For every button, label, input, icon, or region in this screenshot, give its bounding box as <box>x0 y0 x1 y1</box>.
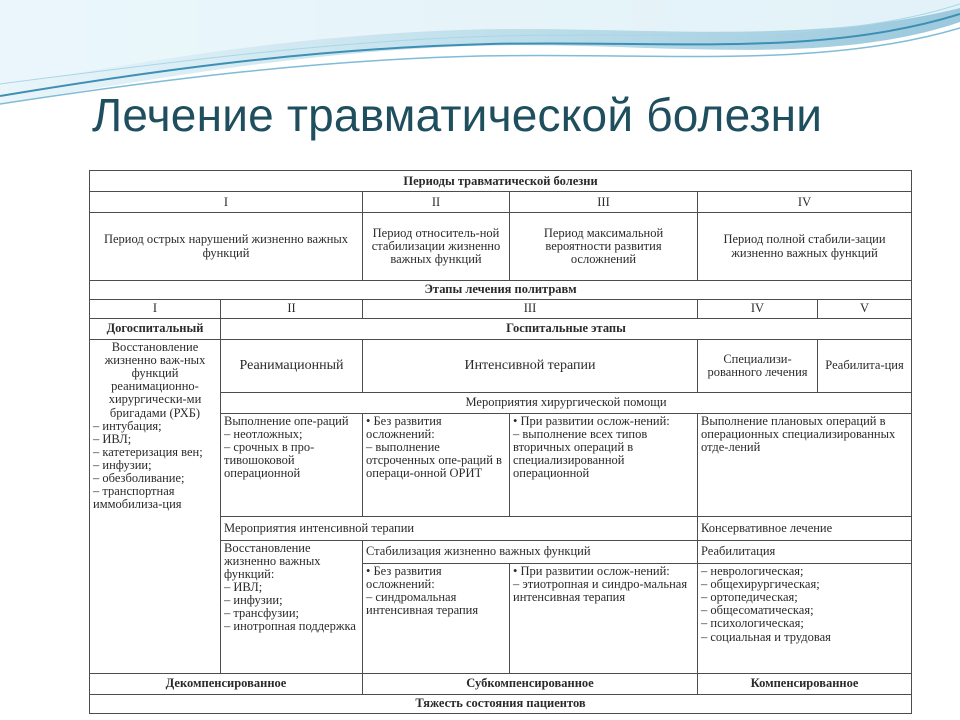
stage-name: Реанимационный <box>221 339 363 392</box>
list-item: – инфузии; <box>93 458 152 473</box>
list-item: – общесоматическая; <box>701 603 814 618</box>
list-item: – психологическая; <box>701 616 804 631</box>
list-item: – социальная и трудовая <box>701 629 831 644</box>
period-number: III <box>510 192 698 213</box>
stabilization-header: Стабилизация жизненно важных функций <box>363 540 698 563</box>
prehospital-label: Догоспитальный <box>90 318 221 339</box>
state-subcompensated: Субкомпенсированное <box>363 673 698 694</box>
prehospital-text: Восстановление жизненно важ-ных функций реанимационно-хирургически-ми бригадами (РХБ) <box>104 339 206 420</box>
stage-number: I <box>90 299 221 318</box>
intensive-header: Мероприятия интенсивной терапии <box>221 517 698 540</box>
stage-number: V <box>818 299 912 318</box>
surgical-header: Мероприятия хирургической помощи <box>221 392 912 413</box>
stage-number: II <box>221 299 363 318</box>
period-name: Период максимальной вероятности развития осложнений <box>510 213 698 281</box>
list-item: – трансфузии; <box>224 606 300 621</box>
period-name: Период острых нарушений жизненно важных функций <box>90 213 363 281</box>
rehab-cell <box>698 563 912 673</box>
reanimation-cell <box>221 540 363 673</box>
stage-number: III <box>363 299 698 318</box>
list-item: – ортопедическая; <box>701 590 798 605</box>
slide-title: Лечение травматической болезни <box>92 89 823 141</box>
hospital-label: Госпитальные этапы <box>221 318 912 339</box>
stage-name: Специализи-рованного лечения <box>698 339 818 392</box>
conservative-label: Консервативное лечение <box>698 517 912 540</box>
period-number: IV <box>698 192 912 213</box>
list-item: – этиотропная и синдро-мальная интенсивная терапия <box>513 577 688 605</box>
list-item: – инотропная поддержка <box>224 619 356 634</box>
stabilization-cell-2 <box>510 563 698 673</box>
stages-header: Этапы лечения политравм <box>90 280 912 299</box>
cell-title: Выполнение опе-раций <box>224 413 349 428</box>
list-item: – срочных в про-тивошоковой операционной <box>224 440 315 481</box>
list-item: – обезболивание; <box>93 471 185 486</box>
rehab-header: Реабилитация <box>698 540 912 563</box>
list-item: – выполнение отсроченных опе-раций в операци-онной ОРИТ <box>366 440 502 481</box>
cell-title: • При развитии ослож-нений: <box>513 563 670 578</box>
stage-number: IV <box>698 299 818 318</box>
list-item: – ИВЛ; <box>93 431 132 446</box>
cell-title: • При развитии ослож-нений: <box>513 413 670 428</box>
period-number: I <box>90 192 363 213</box>
severity-footer: Тяжесть состояния пациентов <box>90 694 912 713</box>
list-item: – инфузии; <box>224 593 283 608</box>
stabilization-cell-1 <box>363 563 510 673</box>
period-number: II <box>363 192 510 213</box>
cell-title: • Без развития осложнений: <box>366 413 442 442</box>
cell-title: • Без развития осложнений: <box>366 563 442 592</box>
surgical-cell-1 <box>221 413 363 517</box>
stage-name: Реабилита-ция <box>818 339 912 392</box>
periods-header: Периоды травматической болезни <box>90 171 912 192</box>
stage-name: Интенсивной терапии <box>363 339 698 392</box>
surgical-cell-2 <box>363 413 510 517</box>
list-item: – общехирургическая; <box>701 577 820 592</box>
cell-title: Восстановление жизненно важных функций: <box>224 540 321 581</box>
list-item: – интубация; <box>93 418 162 433</box>
list-item: – катетеризация вен; <box>93 444 203 459</box>
state-decompensated: Декомпенсированное <box>90 673 363 694</box>
period-name: Период относитель-ной стабилизации жизненно важных функций <box>363 213 510 281</box>
list-item: – транспортная иммобилиза-ция <box>93 484 182 512</box>
trauma-treatment-table <box>89 170 912 714</box>
surgical-cell-3 <box>510 413 698 517</box>
list-item: – синдромальная интенсивная терапия <box>366 590 479 618</box>
list-item: – неврологическая; <box>701 563 804 578</box>
list-item: – выполнение всех типов вторичных операций в специализированной операционной <box>513 427 648 481</box>
prehospital-cell <box>90 339 221 673</box>
surgical-cell-4: Выполнение плановых операций в операционных специализированных отде-лений <box>698 413 912 517</box>
list-item: – неотложных; <box>224 427 303 442</box>
state-compensated: Компенсированное <box>698 673 912 694</box>
list-item: – ИВЛ; <box>224 580 263 595</box>
period-name: Период полной стабили-зации жизненно важных функций <box>698 213 912 281</box>
